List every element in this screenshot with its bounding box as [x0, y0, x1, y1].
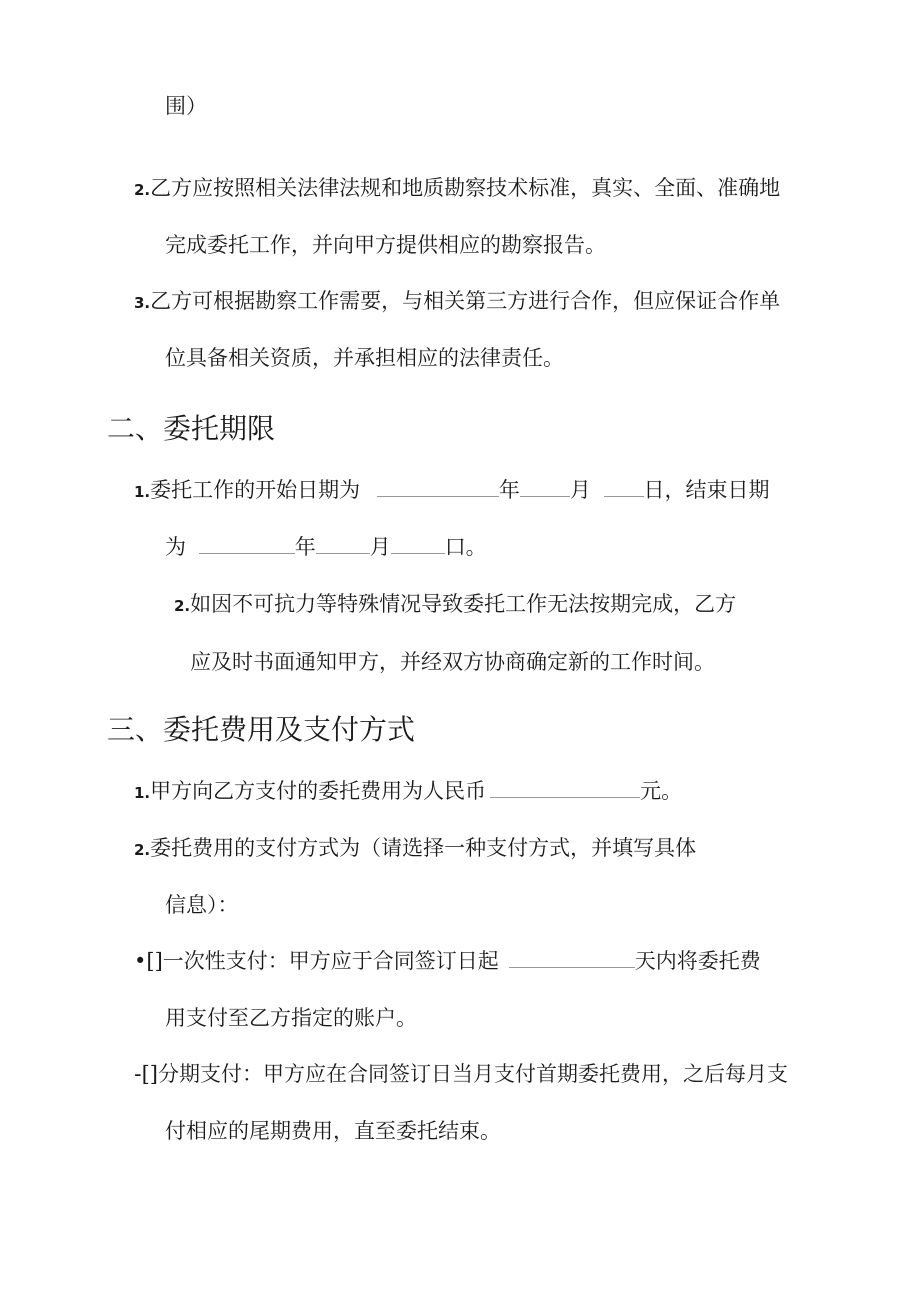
year-blank — [199, 535, 295, 554]
item-text: 乙方应按照相关法律法规和地质勘察技术标准，真实、全面、准确地 — [150, 176, 781, 200]
item-text: 乙方可根据勘察工作需要，与相关第三方进行合作，但应保证合作单 — [150, 289, 781, 313]
day-blank — [604, 478, 644, 497]
text-line — [165, 533, 487, 561]
month-blank — [316, 535, 370, 554]
item-number: 3. — [134, 294, 151, 312]
year-blank — [377, 478, 499, 497]
option-lump-sum — [134, 947, 761, 975]
month-label: 月 — [369, 535, 391, 559]
item-text: 为 — [165, 535, 186, 559]
item-text: 委托工作的开始日期为 — [150, 478, 361, 502]
item-text: 元。 — [640, 779, 683, 803]
option-text: []分期支付：甲方应在合同签订日当月支付首期委托费用，之后每月支 — [141, 1062, 788, 1086]
day-blank — [391, 535, 445, 554]
list-item-2 — [134, 834, 696, 864]
text-line: 应及时书面通知甲方，并经双方协商确定新的工作时间。 — [190, 650, 715, 674]
option-text: []一次性支付：甲方应于合同签订日起 — [146, 949, 499, 973]
list-item-3 — [134, 287, 780, 317]
text-line: 完成委托工作，并向甲方提供相应的勘察报告。 — [165, 233, 606, 257]
text-line: 围） — [165, 94, 207, 118]
dash-icon: - — [134, 1062, 142, 1086]
year-label: 年 — [294, 535, 316, 559]
days-blank — [509, 949, 635, 968]
list-item-1 — [134, 777, 682, 807]
item-text: 委托费用的支付方式为（请选择一种支付方式，并填写具体 — [150, 836, 697, 860]
list-item-1 — [134, 476, 770, 506]
item-number: 1. — [134, 784, 151, 802]
month-label: 月 — [569, 478, 591, 502]
option-text: 天内将委托费 — [634, 949, 761, 973]
text-line: 用支付至乙方指定的账户。 — [165, 1006, 417, 1030]
option-installment — [134, 1060, 788, 1088]
text-line: 位具备相关资质，并承担相应的法律责任。 — [165, 346, 564, 370]
year-label: 年 — [498, 478, 520, 502]
text-line: 付相应的尾期费用，直至委托结束。 — [165, 1119, 501, 1143]
item-text: 口。 — [444, 535, 487, 559]
section-heading: 三、委托费用及支付方式 — [107, 713, 416, 746]
list-item-2 — [174, 590, 736, 620]
list-item-2 — [134, 174, 780, 204]
text-line: 信息）： — [165, 893, 239, 917]
item-number: 2. — [134, 841, 151, 859]
item-text: 如因不可抗力等特殊情况导致委托工作无法按期完成，乙方 — [190, 592, 737, 616]
amount-blank — [490, 779, 640, 798]
month-blank — [520, 478, 570, 497]
bullet-icon: • — [134, 949, 147, 973]
item-number: 2. — [174, 597, 191, 615]
item-text: 日，结束日期 — [643, 478, 770, 502]
section-heading: 二、委托期限 — [107, 412, 276, 445]
item-number: 1. — [134, 483, 151, 501]
item-number: 2. — [134, 181, 151, 199]
item-text: 甲方向乙方支付的委托费用为人民币 — [150, 779, 487, 803]
